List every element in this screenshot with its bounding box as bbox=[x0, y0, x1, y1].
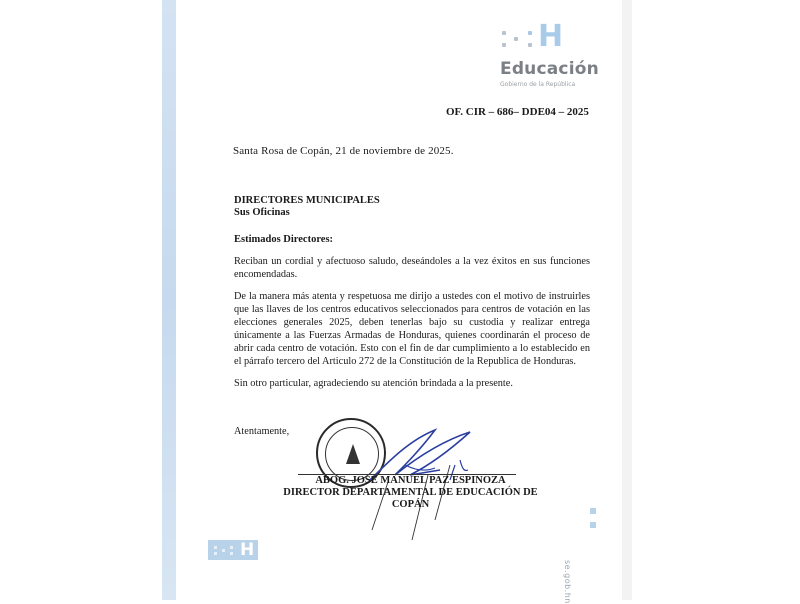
footer-url: se.gob.hn bbox=[563, 560, 572, 604]
addressee bbox=[234, 195, 380, 219]
salutation: Estimados Directores: bbox=[234, 234, 334, 245]
footer-logo bbox=[208, 540, 258, 560]
page-edge-shadow bbox=[622, 0, 632, 600]
letterhead-title: Educación bbox=[500, 59, 599, 79]
paragraph-closing: Sin otro particular, agradeciendo su atención brindada a la presente. bbox=[234, 378, 513, 389]
reference-number: OF. CIR – 686– DDE04 – 2025 bbox=[446, 106, 589, 118]
left-border-stripe bbox=[162, 0, 176, 600]
signer-title: DIRECTOR DEPARTAMENTAL DE EDUCACIÓN DE COPÁN bbox=[283, 487, 538, 510]
letterhead-logo bbox=[494, 19, 614, 88]
paragraph-greeting: Reciban un cordial y afectuoso saludo, deseándoles a la vez éxitos en sus funciones encomendadas. bbox=[234, 256, 590, 280]
paragraph-instruction: De la manera más atenta y respetuosa me dirijo a ustedes con el motivo de instruirles que las llaves de los centros educativos seleccionados para centros de votación en las elecciones generales 2025, deben tenerlas bajo su custodia y realizar entrega únicamente a las Fuerzas Armadas de Honduras, quienes coordinarán el proceso de abrir cada centro de votación. Esto con el fin de dar cumplimiento a lo establecido en el párrafo tercero del Articulo 272 de la Constitución de la Republica de Honduras. bbox=[234, 291, 590, 367]
addressee-line2: Sus Oficinas bbox=[234, 207, 290, 218]
date-line: Santa Rosa de Copán, 21 de noviembre de 2025. bbox=[233, 145, 454, 157]
addressee-line1: DIRECTORES MUNICIPALES bbox=[234, 195, 380, 206]
letterhead-subtitle: Gobierno de la República bbox=[500, 81, 576, 88]
closing-text: Atentamente, bbox=[234, 426, 290, 437]
star-dots-icon bbox=[502, 31, 536, 51]
footer-brand-h: H bbox=[240, 540, 255, 560]
signer-name: ABOG. JOSE MANUEL PAZ ESPINOZA bbox=[315, 475, 506, 486]
brand-h: H bbox=[538, 19, 564, 54]
honduras-h-mark bbox=[494, 19, 614, 54]
signer-block bbox=[283, 475, 538, 511]
